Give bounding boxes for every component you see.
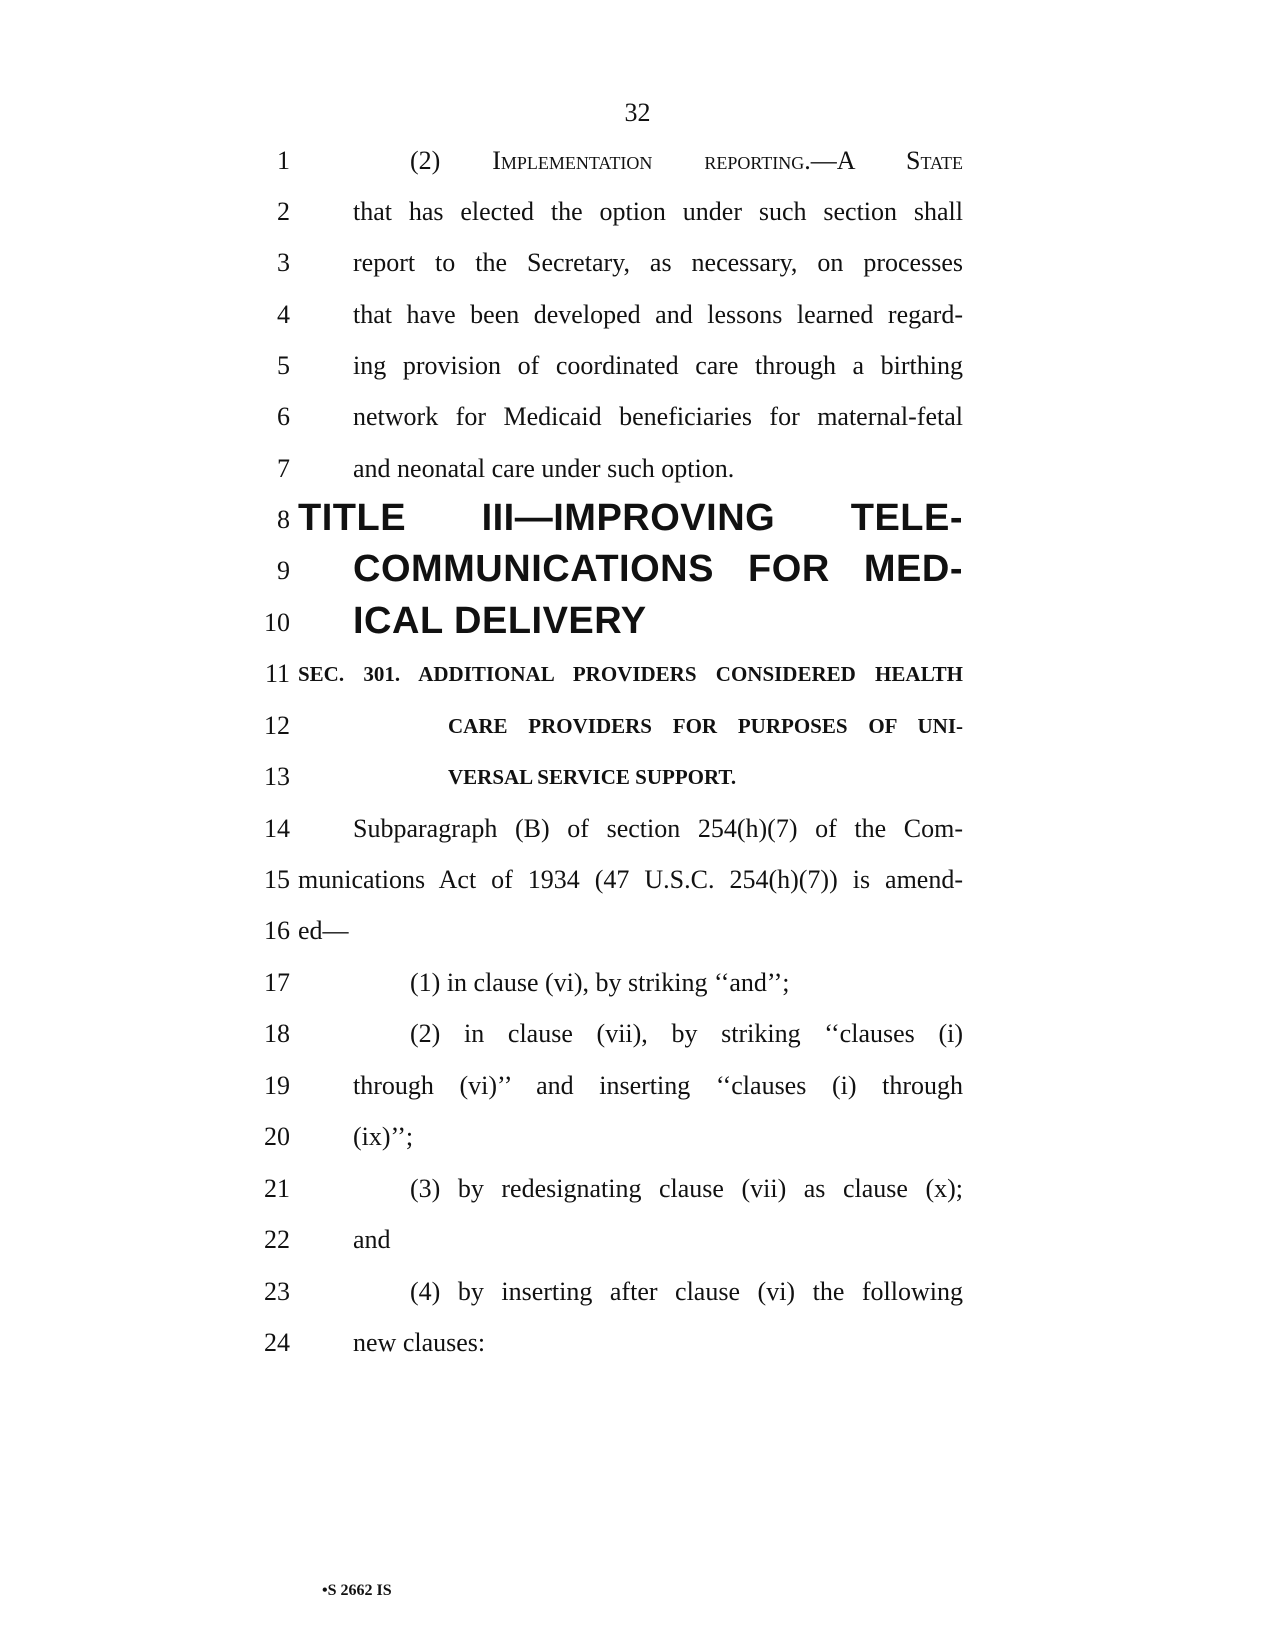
text-line (0, 968, 1275, 1012)
title-line (0, 497, 1275, 549)
line-number: 8 (277, 505, 290, 534)
text-line (0, 1019, 1275, 1063)
line-text: (2) Implementation reporting.—A State (410, 146, 963, 175)
line-text: and neonatal care under such option. (353, 454, 735, 483)
line-number: 13 (264, 762, 290, 791)
line-text: ing provision of coordinated care through a birthing (353, 351, 963, 380)
line-number: 18 (264, 1019, 290, 1048)
line-text: and (353, 1225, 391, 1254)
section-heading-text: SEC. 301. ADDITIONAL PROVIDERS CONSIDERED HEALTH (298, 662, 963, 686)
line-text: (1) in clause (vi), by striking ‘‘and’’; (410, 968, 790, 997)
line-text: ed— (298, 916, 349, 945)
section-heading-line (0, 659, 1275, 703)
line-number: 9 (277, 556, 290, 585)
text-line (0, 146, 1275, 190)
text-line (0, 402, 1275, 446)
text-line (0, 351, 1275, 395)
text-line (0, 865, 1275, 909)
line-number: 17 (264, 968, 290, 997)
line-text: that have been developed and lessons learned regard- (353, 300, 963, 329)
line-number: 1 (277, 146, 290, 175)
line-number: 19 (264, 1071, 290, 1100)
text-line (0, 1277, 1275, 1321)
line-text: (3) by redesignating clause (vii) as clause (x); (410, 1174, 963, 1203)
line-number: 21 (264, 1174, 290, 1203)
line-number: 16 (264, 916, 290, 945)
text-line (0, 1071, 1275, 1115)
text-line (0, 1225, 1275, 1269)
line-number: 10 (264, 608, 290, 637)
line-text: munications Act of 1934 (47 U.S.C. 254(h)(7)) is amend- (298, 865, 963, 894)
text-line (0, 248, 1275, 292)
line-number: 20 (264, 1122, 290, 1151)
line-number: 14 (264, 814, 290, 843)
text-line (0, 197, 1275, 241)
line-number: 24 (264, 1328, 290, 1357)
page-number: 32 (624, 98, 651, 127)
line-text: Subparagraph (B) of section 254(h)(7) of the Com- (353, 814, 963, 843)
line-number: 11 (264, 659, 290, 688)
line-text: (2) in clause (vii), by striking ‘‘clauses (i) (410, 1019, 963, 1048)
line-text: network for Medicaid beneficiaries for maternal-fetal (353, 402, 963, 431)
line-text: that has elected the option under such section shall (353, 197, 963, 226)
title-line (0, 600, 1275, 652)
line-number: 4 (277, 300, 290, 329)
section-heading-text: VERSAL SERVICE SUPPORT. (448, 765, 737, 789)
line-number: 23 (264, 1277, 290, 1306)
section-heading-line (0, 762, 1275, 806)
line-number: 5 (277, 351, 290, 380)
line-number: 12 (264, 711, 290, 740)
line-number: 22 (264, 1225, 290, 1254)
line-number: 2 (277, 197, 290, 226)
line-number: 15 (264, 865, 290, 894)
line-text: (4) by inserting after clause (vi) the following (410, 1277, 963, 1306)
text-line (0, 454, 1275, 498)
line-number: 7 (277, 454, 290, 483)
line-number: 3 (277, 248, 290, 277)
line-text: through (vi)’’ and inserting ‘‘clauses (i) through (353, 1071, 963, 1100)
line-text: report to the Secretary, as necessary, on processes (353, 248, 963, 277)
line-text: (ix)’’; (353, 1122, 414, 1151)
title-text: TITLE III—IMPROVING TELE- (298, 497, 963, 539)
section-heading-text: CARE PROVIDERS FOR PURPOSES OF UNI- (448, 714, 963, 738)
title-text: ICAL DELIVERY (353, 600, 647, 642)
text-line (0, 814, 1275, 858)
title-line (0, 548, 1275, 600)
text-line (0, 1122, 1275, 1166)
bill-identifier-footer: •S 2662 IS (322, 1582, 392, 1599)
section-heading-line (0, 711, 1275, 755)
title-text: COMMUNICATIONS FOR MED- (353, 548, 963, 590)
text-line (0, 916, 1275, 960)
text-line (0, 300, 1275, 344)
text-line (0, 1328, 1275, 1372)
line-number: 6 (277, 402, 290, 431)
text-line (0, 1174, 1275, 1218)
line-text: new clauses: (353, 1328, 486, 1357)
